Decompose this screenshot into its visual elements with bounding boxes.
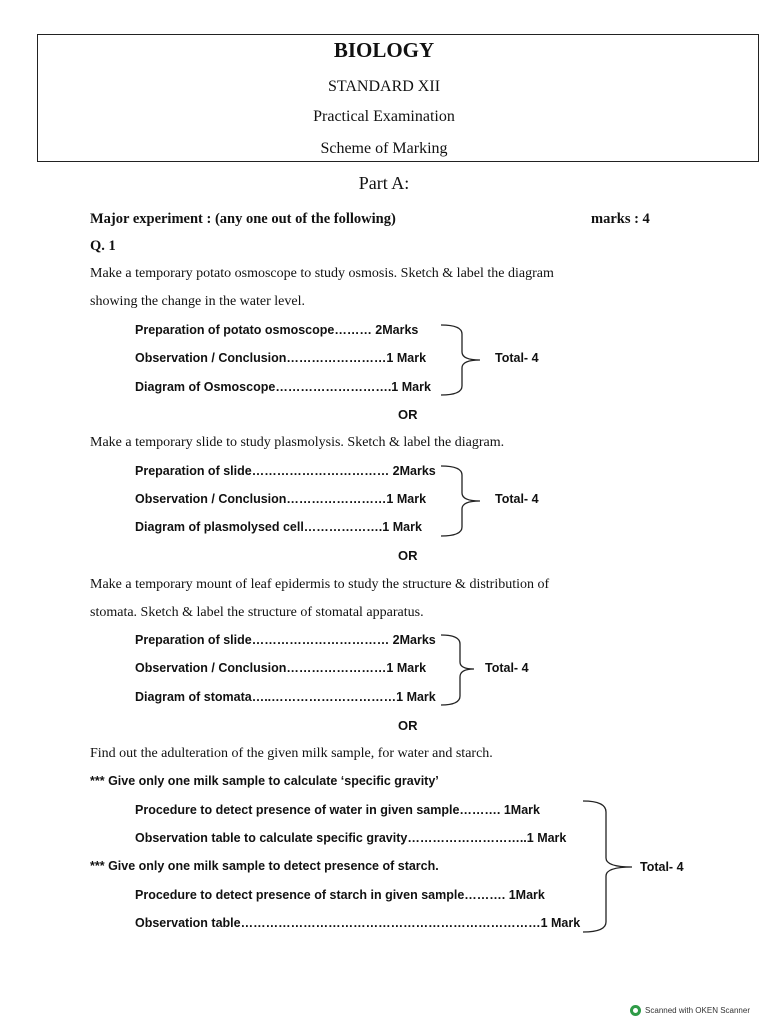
- exp4-item-starch-procedure: Procedure to detect presence of starch in given sample………. 1Mark: [135, 888, 545, 902]
- exp2-total: Total- 4: [495, 492, 539, 506]
- subject-title: BIOLOGY: [333, 38, 435, 62]
- question-number: Q. 1: [90, 238, 116, 254]
- exp2-item-diagram: Diagram of plasmolysed cell……………….1 Mark: [135, 520, 422, 534]
- or-separator-3: OR: [398, 718, 418, 733]
- major-experiment-label: Major experiment : (any one out of the following): [90, 211, 396, 227]
- exp2-item-preparation: Preparation of slide…………………………… 2Marks: [135, 464, 436, 478]
- exp2-brace: [440, 465, 490, 539]
- exp3-total: Total- 4: [485, 661, 529, 675]
- exp2-description-line1: Make a temporary slide to study plasmolysis. Sketch & label the diagram.: [90, 435, 505, 450]
- standard-title: STANDARD XII: [327, 78, 441, 95]
- scheme-title: Scheme of Marking: [320, 140, 448, 157]
- exp1-item-observation: Observation / Conclusion……………………1 Mark: [135, 351, 427, 365]
- exp3-description-line1: Make a temporary mount of leaf epidermis to study the structure & distribution of: [90, 577, 550, 592]
- exp4-brace: [582, 800, 642, 934]
- exp1-brace: [440, 324, 490, 398]
- scanner-watermark-text: Scanned with OKEN Scanner: [645, 1006, 750, 1015]
- exp4-note-starch: *** Give only one milk sample to detect presence of starch.: [90, 859, 439, 873]
- exp4-item-water-procedure: Procedure to detect presence of water in given sample………. 1Mark: [135, 803, 540, 817]
- exp1-description-line2: showing the change in the water level.: [90, 294, 305, 309]
- exp3-item-diagram: Diagram of stomata…..…………………………1 Mark: [135, 690, 436, 704]
- exp2-item-observation: Observation / Conclusion……………………1 Mark: [135, 492, 427, 506]
- exp3-item-observation: Observation / Conclusion……………………1 Mark: [135, 661, 427, 675]
- exp4-item-specific-gravity-table: Observation table to calculate specific gravity………………………..1 Mark: [135, 831, 567, 845]
- or-separator-2: OR: [398, 548, 418, 563]
- exp4-total: Total- 4: [640, 860, 684, 874]
- scanner-logo-icon: [630, 1005, 641, 1016]
- exp4-note-specific-gravity: *** Give only one milk sample to calculate ‘specific gravity’: [90, 774, 439, 788]
- part-heading: Part A:: [358, 173, 410, 193]
- exp1-item-preparation: Preparation of potato osmoscope……… 2Marks: [135, 323, 419, 337]
- exp1-total: Total- 4: [495, 351, 539, 365]
- major-marks: marks : 4: [591, 211, 650, 227]
- or-separator-1: OR: [398, 407, 418, 422]
- exp3-item-preparation: Preparation of slide…………………………… 2Marks: [135, 633, 436, 647]
- exam-title: Practical Examination: [313, 108, 455, 125]
- exp4-item-observation-table: Observation table………………………………………………………………1 Mark: [135, 916, 581, 930]
- scanner-watermark: [630, 1005, 750, 1016]
- exp3-brace: [440, 634, 485, 708]
- exp1-description-line1: Make a temporary potato osmoscope to study osmosis. Sketch & label the diagram: [90, 266, 554, 281]
- exp1-item-diagram: Diagram of Osmoscope……………………….1 Mark: [135, 380, 431, 394]
- exp3-description-line2: stomata. Sketch & label the structure of stomatal apparatus.: [90, 605, 424, 620]
- exp4-description-line1: Find out the adulteration of the given milk sample, for water and starch.: [90, 746, 493, 761]
